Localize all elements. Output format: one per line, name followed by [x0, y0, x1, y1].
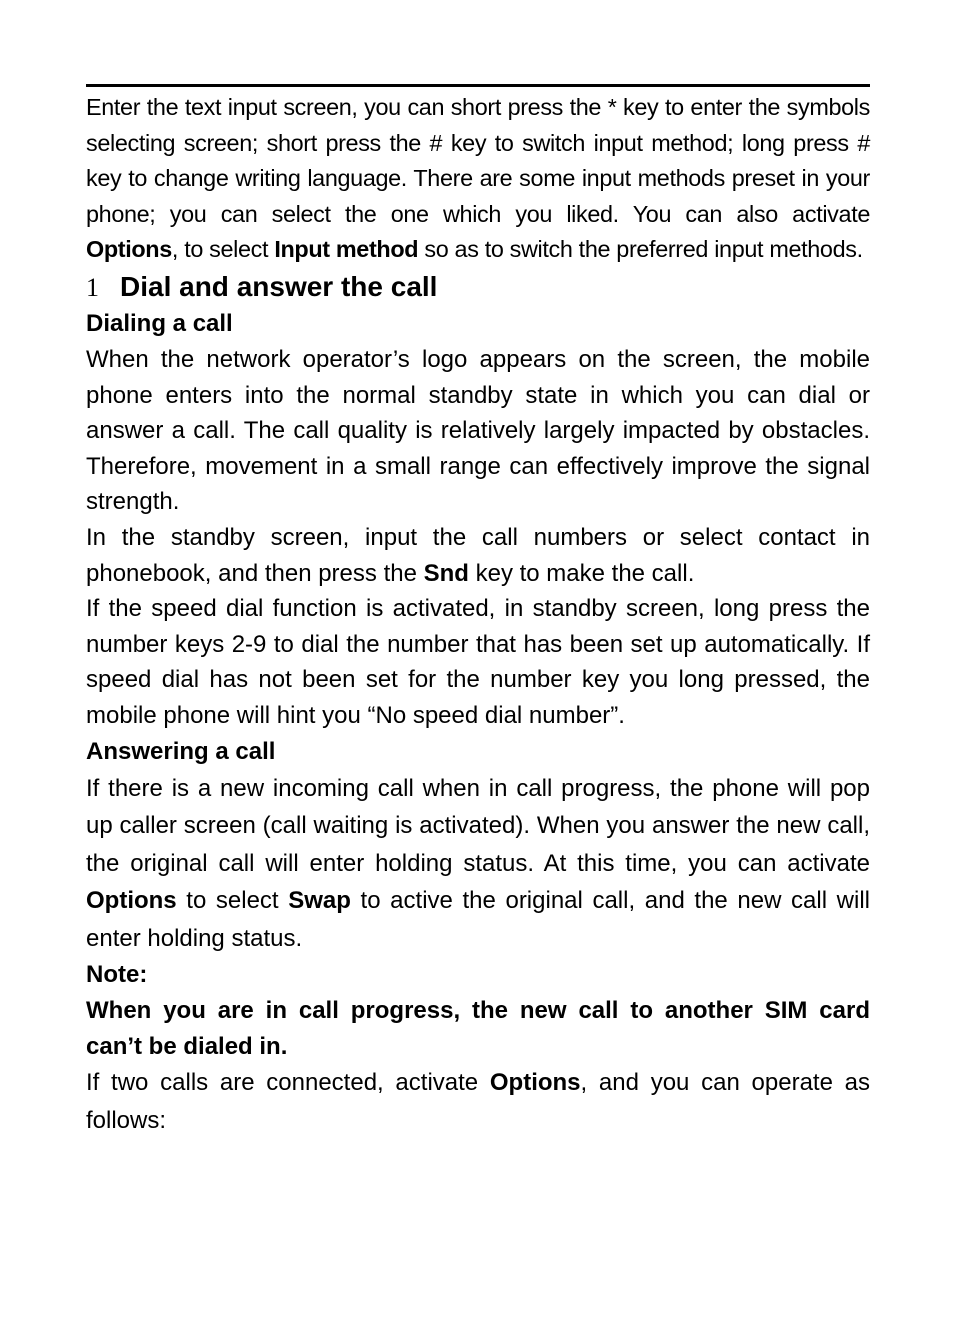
dialing-paragraph-1: When the network operator’s logo appears on the screen, the mobile phone enters into the normal standby state in which you can dial or answer a call. The call quality is relatively largely impacted by obstacles. Therefore, movement in a small range can effectively improve the signal strength. — [86, 345, 870, 516]
options-term: Options — [489, 1069, 581, 1097]
swap-term: Swap — [288, 887, 351, 914]
dialing-p2-end: key to make the call. — [468, 559, 695, 587]
options-term: Options — [86, 887, 177, 914]
snd-key-term: Snd — [423, 559, 469, 587]
answering-heading: Answering a call — [86, 737, 276, 765]
intro-text-mid: , to select — [171, 236, 275, 263]
section-number: 1 — [86, 272, 99, 302]
answering-p1-end: to active the original call, and the new call will enter holding status. — [86, 887, 871, 952]
intro-text-end: so as to switch the preferred input methods. — [418, 236, 863, 263]
answering-p2-start: If two calls are connected, activate — [86, 1069, 490, 1097]
input-method-term: Input method — [274, 236, 419, 263]
answering-p1-start: If there is a new incoming call when in call progress, the phone will pop up caller screen (call waiting is activated). When you answer the new call, the original call will enter holding status. At this time, you can activate — [86, 774, 870, 877]
answering-p1-mid: to select — [176, 887, 289, 914]
answering-paragraph-1 — [86, 770, 870, 958]
answering-paragraph-2 — [86, 1064, 870, 1139]
header-rule — [86, 84, 870, 87]
options-term: Options — [86, 236, 172, 263]
note-text: When you are in call progress, the new call to another SIM card can’t be dialed in. — [86, 997, 870, 1060]
manual-page — [86, 84, 870, 1139]
dialing-paragraph-3: If the speed dial function is activated, in standby screen, long press the number keys 2-9 to dial the number that has been set up automatically. If speed dial has not been set for the number key you long pressed, the mobile phone will hint you “No speed dial number”. — [86, 595, 870, 729]
intro-text: Enter the text input screen, you can short press the * key to enter the symbols selecting screen; short press the # key to switch input method; long press # key to change writing language. There are some input methods preset in your phone; you can select the one which you liked. You can also activate — [86, 94, 870, 227]
answering-p2-end: , and you can operate as follows: — [86, 1069, 871, 1134]
dialing-heading: Dialing a call — [86, 309, 233, 337]
section-heading — [86, 269, 870, 306]
dialing-p2-start: In the standby screen, input the call numbers or select contact in phonebook, and then press the — [86, 523, 870, 587]
note-label: Note: — [86, 961, 148, 988]
dialing-paragraph-2 — [86, 520, 870, 591]
intro-paragraph — [86, 90, 870, 268]
section-title: Dial and answer the call — [120, 270, 438, 302]
